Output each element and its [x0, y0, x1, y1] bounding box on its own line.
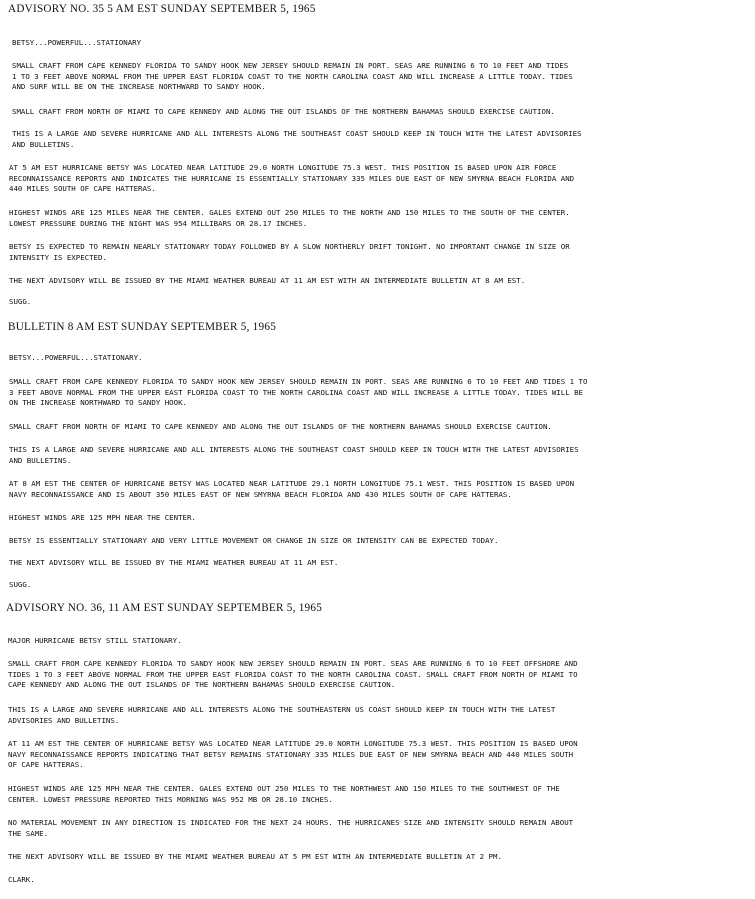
- paragraph: AT 5 AM EST HURRICANE BETSY WAS LOCATED NEAR LATITUDE 29.0 NORTH LONGITUDE 75.3 WEST. THIS POSITION IS BASED UPON AIR FORCE RECONNAISSANCE REPORTS AND INDICATES THE HURRICANE IS ESSENTIALLY STATIONARY 335 MILES DUE EAST OF NEW SMYRNA BEACH FLORIDA AND 440 MILES SOUTH OF CAPE HATTERAS.: [9, 163, 575, 193]
- paragraph: AT 8 AM EST THE CENTER OF HURRICANE BETSY WAS LOCATED NEAR LATITUDE 29.1 NORTH LONGITUDE 75.1 WEST. THIS POSITION IS BASED UPON NAVY RECONNAISSANCE AND IS ABOUT 350 MILES EAST OF NEW SMYRNA BEACH FLORIDA AND 430 MILES SOUTH OF CAPE HATTERAS.: [9, 479, 575, 499]
- paragraph: BETSY...POWERFUL...STATIONARY: [12, 38, 142, 47]
- paragraph: THE NEXT ADVISORY WILL BE ISSUED BY THE MIAMI WEATHER BUREAU AT 11 AM EST WITH AN INTERMEDIATE BULLETIN AT 8 AM EST.: [9, 276, 526, 285]
- paragraph: THIS IS A LARGE AND SEVERE HURRICANE AND ALL INTERESTS ALONG THE SOUTHEAST COAST SHOULD KEEP IN TOUCH WITH THE LATEST ADVISORIES AND BULLETINS.: [9, 445, 579, 465]
- paragraph: BETSY IS ESSENTIALLY STATIONARY AND VERY LITTLE MOVEMENT OR CHANGE IN SIZE OR INTENSITY CAN BE EXPECTED TODAY.: [9, 536, 499, 545]
- signature: CLARK.: [8, 875, 35, 884]
- paragraph: THIS IS A LARGE AND SEVERE HURRICANE AND ALL INTERESTS ALONG THE SOUTHEASTERN US COAST SHOULD KEEP IN TOUCH WITH THE LATEST ADVISORIES AND BULLETINS.: [8, 705, 556, 725]
- paragraph: THE NEXT ADVISORY WILL BE ISSUED BY THE MIAMI WEATHER BUREAU AT 5 PM EST WITH AN INTERMEDIATE BULLETIN AT 2 PM.: [8, 852, 502, 861]
- paragraph: THE NEXT ADVISORY WILL BE ISSUED BY THE MIAMI WEATHER BUREAU AT 11 AM EST.: [9, 558, 339, 567]
- paragraph: AT 11 AM EST THE CENTER OF HURRICANE BETSY WAS LOCATED NEAR LATITUDE 29.0 NORTH LONGITUDE 75.3 WEST. THIS POSITION IS BASED UPON NAVY RECONNAISSANCE REPORTS INDICATING THAT BETSY REMAINS STATIONARY 335 MILES DUE EAST OF NEW SMYRNA BEACH AND 440 MILES SOUTH OF CAPE HATTERAS.: [8, 739, 578, 769]
- paragraph: SMALL CRAFT FROM CAPE KENNEDY FLORIDA TO SANDY HOOK NEW JERSEY SHOULD REMAIN IN PORT. SEAS ARE RUNNING 6 TO 10 FEET AND TIDES 1 TO 3 FEET ABOVE NORMAL FROM THE UPPER EAST FLORIDA COAST TO THE NORTH CAROLINA COAST AND WILL INCREASE A LITTLE TODAY. TIDES WILL BE ON THE INCREASE NORTHWARD TO SANDY HOOK.: [9, 377, 588, 407]
- paragraph: HIGHEST WINDS ARE 125 MPH NEAR THE CENTER. GALES EXTEND OUT 250 MILES TO THE NORTHWEST AND 150 MILES TO THE SOUTHWEST OF THE CENTER. LOWEST PRESSURE REPORTED THIS MORNING WAS 952 MB OR 28.10 INCHES.: [8, 784, 560, 804]
- paragraph: SMALL CRAFT FROM CAPE KENNEDY FLORIDA TO SANDY HOOK NEW JERSEY SHOULD REMAIN IN PORT. SEAS ARE RUNNING 6 TO 10 FEET AND TIDES 1 TO 3 FEET ABOVE NORMAL FROM THE UPPER EAST FLORIDA COAST TO THE NORTH CAROLINA COAST AND WILL INCREASE A LITTLE TODAY. TIDES AND SURF WILL BE ON THE INCREASE NORTHWARD TO SANDY HOOK.: [12, 61, 573, 91]
- signature: SUGG.: [9, 297, 32, 306]
- bulletin-8am-heading: BULLETIN 8 AM EST SUNDAY SEPTEMBER 5, 1965: [8, 321, 277, 333]
- advisory-35-heading: ADVISORY NO. 35 5 AM EST SUNDAY SEPTEMBER 5, 1965: [8, 3, 316, 15]
- paragraph: HIGHEST WINDS ARE 125 MPH NEAR THE CENTER.: [9, 513, 196, 522]
- paragraph: SMALL CRAFT FROM CAPE KENNEDY FLORIDA TO SANDY HOOK NEW JERSEY SHOULD REMAIN IN PORT. SEAS ARE RUNNING 6 TO 10 FEET OFFSHORE AND TIDES 1 TO 3 FEET ABOVE NORMAL FROM THE UPPER EAST FLORIDA COAST TO THE NORTH CAROLINA COAST. SMALL CRAFT FROM NORTH OF MIAMI TO CAPE KENNEDY AND ALONG THE OUT ISLANDS OF THE NORTHERN BAHAMAS SHOULD EXERCISE CAUTION.: [8, 659, 578, 689]
- paragraph: SMALL CRAFT FROM NORTH OF MIAMI TO CAPE KENNEDY AND ALONG THE OUT ISLANDS OF THE NORTHERN BAHAMAS SHOULD EXERCISE CAUTION.: [12, 107, 555, 116]
- paragraph: THIS IS A LARGE AND SEVERE HURRICANE AND ALL INTERESTS ALONG THE SOUTHEAST COAST SHOULD KEEP IN TOUCH WITH THE LATEST ADVISORIES AND BULLETINS.: [12, 129, 582, 149]
- signature: SUGG.: [9, 580, 32, 589]
- paragraph: BETSY...POWERFUL...STATIONARY.: [9, 353, 143, 362]
- paragraph: MAJOR HURRICANE BETSY STILL STATIONARY.: [8, 636, 182, 645]
- advisory-36-heading: ADVISORY NO. 36, 11 AM EST SUNDAY SEPTEMBER 5, 1965: [6, 602, 323, 614]
- paragraph: NO MATERIAL MOVEMENT IN ANY DIRECTION IS INDICATED FOR THE NEXT 24 HOURS. THE HURRICANES SIZE AND INTENSITY SHOULD REMAIN ABOUT THE SAME.: [8, 818, 574, 838]
- paragraph: HIGHEST WINDS ARE 125 MILES NEAR THE CENTER. GALES EXTEND OUT 250 MILES TO THE NORTH AND 150 MILES TO THE SOUTH OF THE CENTER. LOWEST PRESSURE DURING THE NIGHT WAS 954 MILLIBARS OR 28.17 INCHES.: [9, 208, 570, 228]
- paragraph: BETSY IS EXPECTED TO REMAIN NEARLY STATIONARY TODAY FOLLOWED BY A SLOW NORTHERLY DRIFT TONIGHT. NO IMPORTANT CHANGE IN SIZE OR INTENSITY IS EXPECTED.: [9, 242, 570, 262]
- paragraph: SMALL CRAFT FROM NORTH OF MIAMI TO CAPE KENNEDY AND ALONG THE OUT ISLANDS OF THE NORTHERN BAHAMAS SHOULD EXERCISE CAUTION.: [9, 422, 552, 431]
